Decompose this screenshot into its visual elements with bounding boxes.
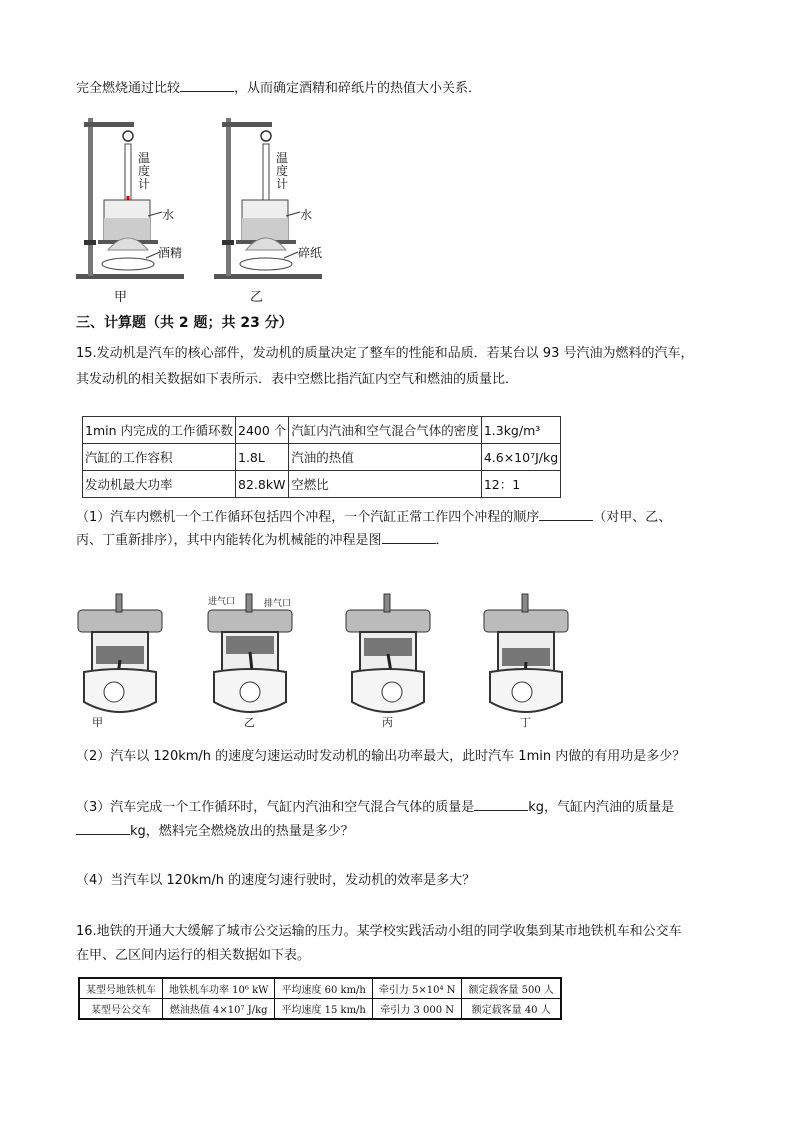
exhaust-port-label: 排气口 — [264, 599, 292, 609]
table-cell: 牵引力 5×10⁴ N — [372, 978, 462, 999]
q15-part2: （2）汽车以 120km/h 的速度匀速运动时发动机的输出功率最大，此时汽车 1min 内做的有用功是多少？ — [76, 749, 686, 764]
water-label: 水 — [300, 208, 313, 222]
q15-part1-text-a: （1）汽车内燃机一个工作循环包括四个冲程，一个汽缸正常工作四个冲程的顺序 — [76, 510, 540, 525]
apparatus-figure-yi — [208, 108, 328, 308]
thermometer-label: 温度计 — [276, 151, 289, 191]
engine-drawing — [476, 590, 576, 730]
apparatus-figure-jia — [70, 108, 190, 308]
table-row — [79, 999, 561, 1020]
table-cell: 1.3kg/m³ — [481, 417, 560, 444]
engine-label: 丙 — [382, 716, 393, 729]
table-row — [83, 444, 561, 471]
table-cell: 4.6×10⁷J/kg — [481, 444, 560, 471]
table-cell: 某型号地铁机车 — [79, 978, 163, 999]
q16-stem-line2: 在甲、乙区间内运行的相关数据如下表。 — [76, 948, 311, 963]
table-cell: 1.8L — [236, 444, 289, 471]
figure-label: 甲 — [114, 290, 128, 305]
intake-port-label: 进气口 — [208, 597, 236, 607]
q15-part1-line1 — [76, 508, 671, 527]
engine-diagram-jia — [70, 590, 170, 730]
q15-part3-line1 — [76, 798, 674, 817]
table-cell: 燃油热值 4×10⁷ J/kg — [163, 999, 275, 1020]
engine-label: 乙 — [244, 716, 255, 729]
q15-part1-line2 — [76, 531, 449, 550]
engine-drawing — [200, 590, 300, 730]
water-label: 水 — [162, 208, 175, 222]
q15-part1-text-b: （对甲、乙、 — [593, 510, 672, 525]
q15-part4: （4）当汽车以 120km/h 的速度匀速行驶时，发动机的效率是多大？ — [76, 873, 476, 888]
thermometer-label: 温度计 — [138, 151, 151, 191]
table-cell: 12：1 — [481, 471, 560, 498]
fuel-label: 碎纸 — [298, 246, 323, 260]
fuel-label: 酒精 — [158, 246, 183, 260]
table-cell: 汽缸内汽油和空气混合气体的密度 — [289, 417, 482, 444]
intro-line — [76, 79, 481, 98]
intro-text-before: 完全燃烧通过比较 — [76, 81, 181, 96]
table-cell: 某型号公交车 — [79, 999, 163, 1020]
table-row — [83, 471, 561, 498]
q16-stem-line1: 16.地铁的开通大大缓解了城市公交运输的压力。某学校实践活动小组的同学收集到某市地铁机车和公交车 — [76, 924, 682, 939]
table-cell: 空燃比 — [289, 471, 482, 498]
table-cell: 额定载客量 500 人 — [462, 978, 561, 999]
table-cell: 发动机最大功率 — [83, 471, 236, 498]
answer-blank[interactable] — [180, 79, 234, 92]
engine-drawing — [70, 590, 170, 730]
engine-diagram-yi — [200, 590, 300, 730]
table-cell: 1min 内完成的工作循环数 — [83, 417, 236, 444]
engine-spec-table — [82, 416, 561, 498]
answer-blank[interactable] — [76, 822, 130, 835]
engine-diagram-ding — [476, 590, 576, 730]
table-row — [79, 978, 561, 999]
q15-part3-text-b: kg，气缸内汽油的质量是 — [528, 800, 675, 815]
table-cell: 平均速度 60 km/h — [275, 978, 372, 999]
table-cell: 汽缸的工作容积 — [83, 444, 236, 471]
table-cell: 平均速度 15 km/h — [275, 999, 372, 1020]
answer-blank[interactable] — [539, 508, 593, 521]
engine-diagram-bing — [338, 590, 438, 730]
table-cell: 2400 个 — [236, 417, 289, 444]
q15-part1-text-c: 丙、丁重新排序），其中内能转化为机械能的冲程是图 — [76, 533, 382, 548]
answer-blank[interactable] — [382, 531, 436, 544]
table-cell: 汽油的热值 — [289, 444, 482, 471]
q15-part3-text-c: kg，燃料完全燃烧放出的热量是多少？ — [130, 824, 354, 839]
engine-label: 丁 — [520, 716, 531, 729]
q15-stem-line1: 15.发动机是汽车的核心部件，发动机的质量决定了整车的性能和品质．若某台以 93 号汽油为燃料的汽车， — [76, 346, 694, 361]
q15-stem-line2: 其发动机的相关数据如下表所示．表中空燃比指汽缸内空气和燃油的质量比． — [76, 372, 519, 387]
engine-label: 甲 — [92, 716, 103, 729]
table-cell: 额定载客量 40 人 — [462, 999, 561, 1020]
engine-drawing — [338, 590, 438, 730]
q15-part1-text-d: ． — [435, 533, 449, 548]
table-row — [83, 417, 561, 444]
intro-text-after: ，从而确定酒精和碎纸片的热值大小关系． — [234, 81, 482, 96]
figure-label: 乙 — [250, 290, 264, 305]
metro-bus-table — [78, 977, 562, 1020]
table-cell: 82.8kW — [236, 471, 289, 498]
section-title: 三、计算题（共 2 题；共 23 分） — [76, 315, 293, 331]
q15-part3-text-a: （3）汽车完成一个工作循环时，气缸内汽油和空气混合气体的质量是 — [76, 800, 475, 815]
q15-part3-line2 — [76, 822, 354, 841]
table-cell: 地铁机车功率 10⁶ kW — [163, 978, 275, 999]
answer-blank[interactable] — [474, 798, 528, 811]
table-cell: 牵引力 3 000 N — [372, 999, 462, 1020]
